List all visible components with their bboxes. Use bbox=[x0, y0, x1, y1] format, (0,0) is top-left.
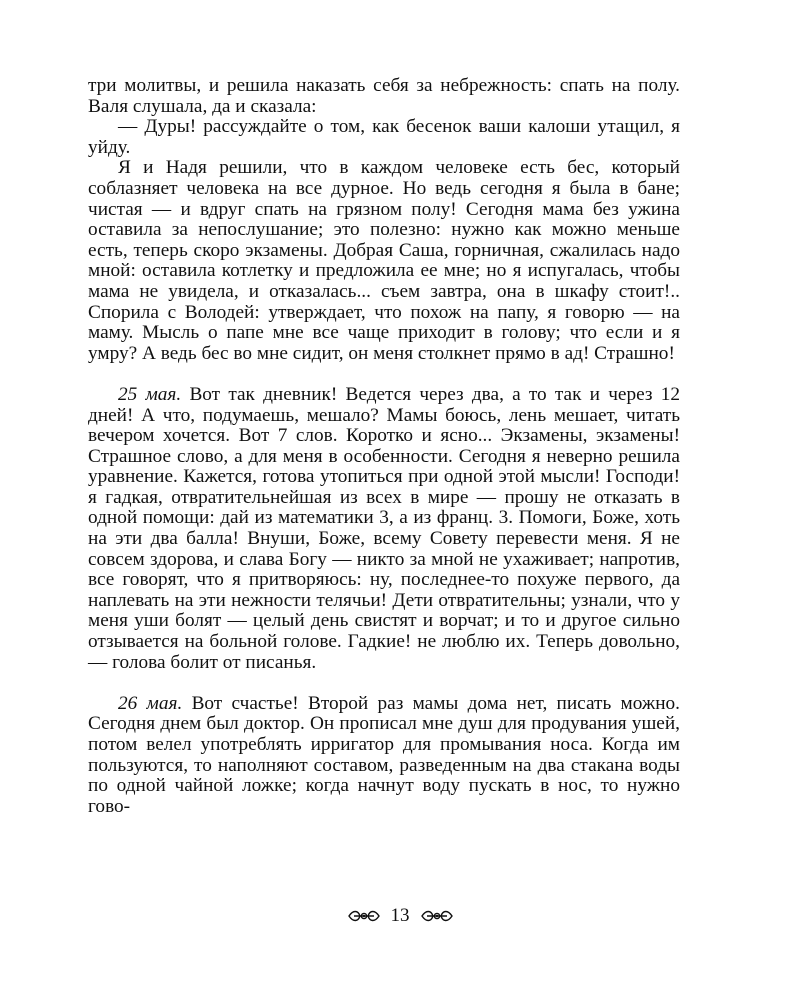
entry-date: 25 мая. bbox=[118, 383, 182, 405]
paragraph-dialogue: — Дуры! рассуждайте о том, как бесенок ваши калоши утащил, я уйду. bbox=[88, 116, 680, 158]
entry-text: Вот счастье! Второй раз мамы дома нет, писать можно. Сегодня днем был доктор. Он прописал мне душ для продувания ушей, потом велел употреблять ирригатор для промывания носа. Когда им пользуются, то наполняют составом, разведенным на два стакана воды по одной чайной ложке; когда начнут воду пускать в нос, то нужно гово- bbox=[88, 692, 680, 817]
paragraph-continuation: три молитвы, и решила наказать себя за небрежность: спать на полу. Валя слушала, да и сказала: bbox=[88, 75, 680, 117]
floral-ornament-icon bbox=[347, 908, 381, 924]
entry-text: Вот так дневник! Ведется через два, а то так и через 12 дней! А что, подумаешь, мешало? Мамы боюсь, лень мешает, читать вечером хочется. Вот 7 слов. Коротко и ясно... Экзамены, экзамены! Страшное слово, а для меня в особенности. Сегодня я неверно решила уравнение. Кажется, готова утопиться при одной этой мысли! Господи! я гадкая, отвратительнейшая из всех в мире — прошу не отказать в одной помощи: дай из математики 3, а из франц. 3. Помоги, Боже, хоть на эти два балла! Внуши, Боже, всему Совету перевести меня. Я не совсем здорова, и слава Богу — никто за мной не ухаживает; напротив, все говорят, что я притворяюсь: ну, последнее-то похуже первого, да наплевать на эти нежности телячьи! Дети отвратительны; узнали, что у меня уши болят — целый день свистят и ворчат; и то и другое сильно отзывается на больной голове. Гадкие! не люблю их. Теперь довольно, — голова болит от писанья. bbox=[88, 383, 680, 673]
page-number: 13 bbox=[390, 905, 410, 926]
floral-ornament-icon bbox=[420, 908, 454, 924]
diary-entry-may-26 bbox=[88, 694, 680, 818]
page-footer bbox=[0, 905, 800, 927]
diary-entry-may-25 bbox=[88, 385, 680, 673]
entry-date: 26 мая. bbox=[118, 692, 183, 714]
body-text bbox=[88, 76, 680, 817]
paragraph: Я и Надя решили, что в каждом человеке есть бес, который соблазняет человека на все дурное. Но ведь сегодня я была в бане; чистая — и вдруг спать на грязном полу! Сегодня мама без ужина оставила за непослушание; это полезно: нужно как можно меньше есть, теперь скоро экзамены. Добрая Саша, горничная, сжалилась надо мной: оставила котлетку и предложила ее мне; но я испугалась, чтобы мама не увидела, и отказалась... съем завтра, она в шкафу стоит!.. Спорила с Володей: утверждает, что похож на папу, я говорю — на маму. Мысль о папе мне все чаще приходит в голову; что если и я умру? А ведь бес во мне сидит, он меня столкнет прямо в ад! Страшно! bbox=[88, 157, 680, 364]
